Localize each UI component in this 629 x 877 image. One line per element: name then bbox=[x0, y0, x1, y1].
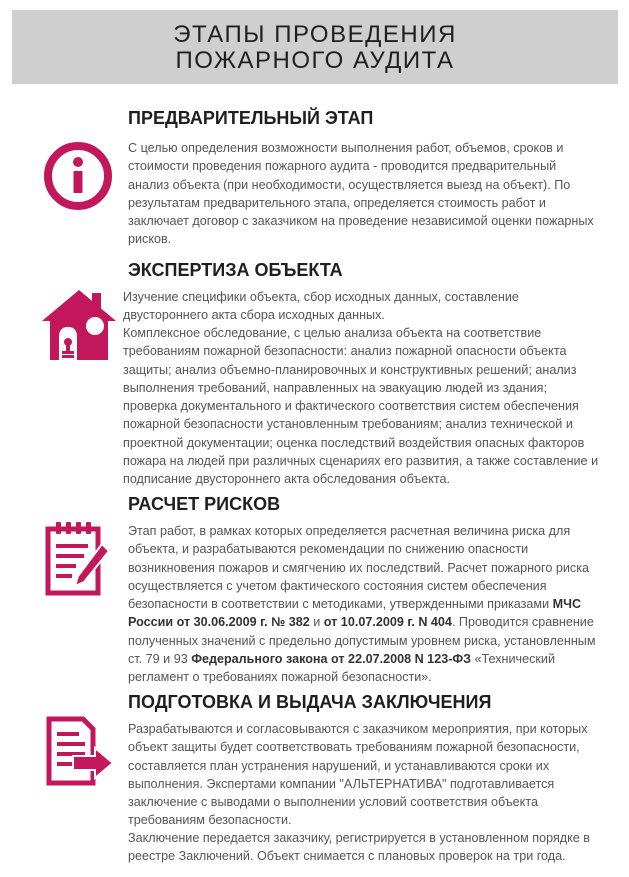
document-arrow-icon bbox=[45, 716, 115, 786]
page-title: ЭТАПЫ ПРОВЕДЕНИЯ ПОЖАРНОГО АУДИТА bbox=[173, 21, 457, 74]
section-title-conclusion: ПОДГОТОВКА И ВЫДАЧА ЗАКЛЮЧЕНИЯ bbox=[128, 692, 492, 712]
section-title-preliminary: ПРЕДВАРИТЕЛЬНЫЙ ЭТАП bbox=[128, 108, 374, 128]
section-title-risk: РАСЧЕТ РИСКОВ bbox=[128, 494, 281, 514]
risk-order-382: МЧС России от 30.06.2009 г. № 382 bbox=[128, 597, 582, 630]
risk-text-part: Этап работ, в рамках которых определяется расчетная величина риска для объекта, и разрабатываются рекомендации по снижению опасности возникновения пожаров и смягчению их последствий. Расчет пожарного риска осуществляется с учетом фактического состояния систем обеспечения безопасности в соответствии с методиками, утвержденными приказами bbox=[128, 524, 589, 612]
section-text-conclusion-1: Разрабатываются и согласовываются с заказчиком мероприятия, при которых объект защиты будет соответствовать требованиям пожарной безопасности, составляется план устранения нарушений, и устанавливаются сроки их выполнения. Экспертами компании "АЛЬТЕРНАТИВА" подготавливается заключение с выводами о выполнении условий соответствия объекта требованиям безопасности. bbox=[128, 722, 588, 828]
notepad-pencil-icon bbox=[44, 520, 110, 596]
section-text-risk bbox=[128, 522, 600, 687]
risk-text-part: . Проводится сравнение полученных значений с предельно допустимым уровнем риска, установленным ст. 79 и 93 bbox=[128, 615, 596, 667]
section-title-expertise: ЭКСПЕРТИЗА ОБЪЕКТА bbox=[128, 260, 343, 280]
risk-text-part: и bbox=[309, 615, 324, 630]
section-text-conclusion-2: Заключение передается заказчику, регистрируется в установленном порядке в реестре Заключений. Объект снимается с плановых проверок на три года. bbox=[128, 831, 590, 864]
header-band bbox=[12, 10, 618, 84]
section-text-preliminary: С целью определения возможности выполнения работ, объемов, сроков и стоимости проведения пожарного аудита - проводится предварительный анализ объекта (при необходимости, осуществляется выезд на объект). По результатам предварительного этапа, определяется стоимость работ и заключает договор с заказчиком на проведение независимой оценки пожарных рисков. bbox=[128, 141, 594, 247]
info-icon bbox=[43, 141, 113, 211]
section-text-expertise-1: Изучение специфики объекта, сбор исходных данных, составление двустороннего акта сбора исходных данных. bbox=[123, 290, 519, 323]
risk-federal-law: Федерального закона от 22.07.2008 N 123-ФЗ bbox=[191, 652, 472, 667]
section-text-expertise-2: Комплексное обследование, с целью анализа объекта на соответствие требованиям пожарной безопасности: анализ пожарной опасности объекта защиты; анализ объемно-планировочных и конструктивных решений; анализ выполнения требований, направленных на эвакуацию людей из здания; проверка документального и фактического соответствия систем обеспечения пожарной безопасности установленным требованиям; анализ технической и проектной документации; оценка последствий воздействия опасных факторов пожара на людей при различных сценариях его развития, а также составление и подписание двустороннего акта обследования объекта. bbox=[123, 326, 599, 487]
house-fire-icon bbox=[40, 287, 118, 363]
risk-text-part: «Технический регламент о требованиях пожарной безопасности». bbox=[128, 652, 555, 685]
risk-order-404: от 10.07.2009 г. N 404 bbox=[323, 615, 452, 630]
